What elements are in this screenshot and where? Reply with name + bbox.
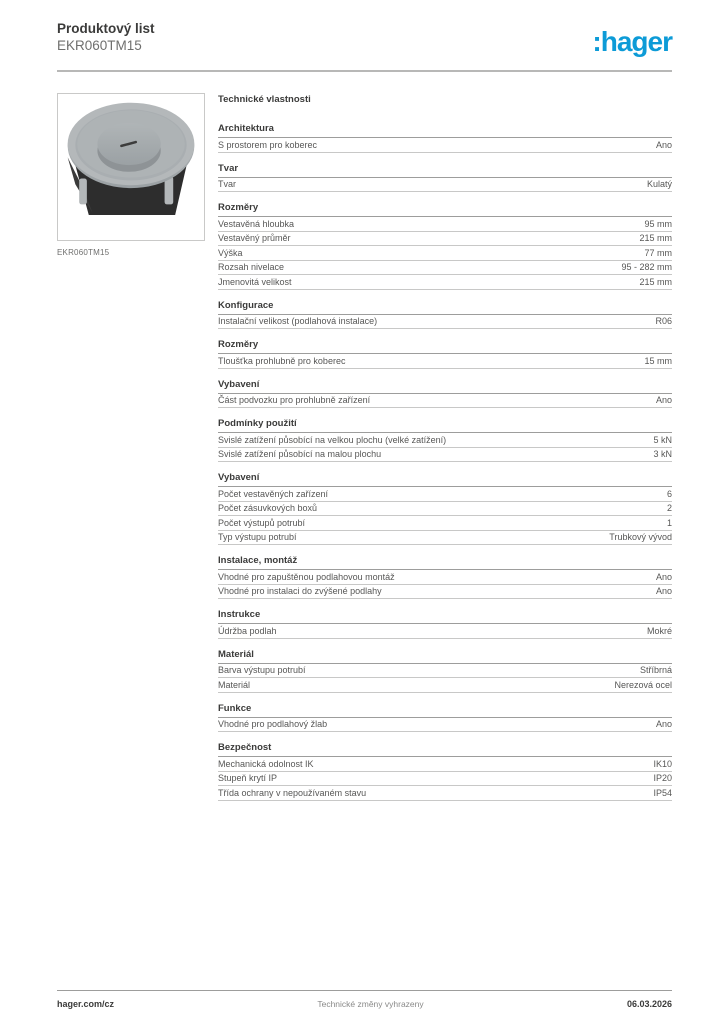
spec-row	[218, 354, 672, 369]
spec-row-label: Třída ochrany v nepoužívaném stavu	[218, 787, 367, 798]
spec-row	[218, 624, 672, 639]
footer-divider	[57, 990, 672, 991]
section-title: Rozměry	[218, 202, 672, 217]
product-caption: EKR060TM15	[57, 248, 110, 257]
footer-date: 06.03.2026	[626, 999, 672, 1009]
spec-section	[218, 472, 672, 545]
spec-row-label: Počet výstupů potrubí	[218, 517, 306, 528]
section-title: Instrukce	[218, 609, 672, 624]
spec-row	[218, 394, 672, 409]
spec-row-value: Trubkový vývod	[609, 532, 672, 543]
footer-website-link[interactable]: hager.com/cz	[57, 999, 115, 1009]
spec-row-label: Jmenovitá velikost	[218, 276, 292, 287]
footer	[57, 999, 672, 1009]
spec-row-value: 5 kN	[653, 434, 672, 445]
spec-row-label: Typ výstupu potrubí	[218, 532, 297, 543]
spec-row	[218, 448, 672, 463]
spec-row	[218, 217, 672, 232]
spec-row	[218, 757, 672, 772]
spec-row-label: Vhodné pro zapuštěnou podlahovou montáž	[218, 571, 395, 582]
spec-row	[218, 275, 672, 290]
spec-row	[218, 531, 672, 546]
specs-title: Technické vlastnosti	[218, 94, 311, 105]
spec-row	[218, 246, 672, 261]
spec-row-value: Stříbrná	[639, 665, 672, 676]
header-divider	[57, 70, 672, 72]
spec-row-value: IP54	[653, 787, 672, 798]
spec-row	[218, 570, 672, 585]
spec-row-value: 3 kN	[653, 449, 672, 460]
spec-row-label: Počet zásuvkových boxů	[218, 503, 318, 514]
section-title: Bezpečnost	[218, 742, 672, 757]
spec-row-label: Část podvozku pro prohlubně zařízení	[218, 395, 371, 406]
spec-row-label: Vestavěná hloubka	[218, 218, 295, 229]
spec-row-value: Ano	[655, 395, 672, 406]
spec-row	[218, 664, 672, 679]
section-title: Konfigurace	[218, 300, 672, 315]
spec-row	[218, 772, 672, 787]
spec-section	[218, 555, 672, 599]
spec-section	[218, 379, 672, 409]
spec-row-value: R06	[655, 316, 672, 327]
spec-row-value: 95 - 282 mm	[621, 262, 672, 273]
floor-box-product-image	[60, 96, 202, 238]
spec-row	[218, 487, 672, 502]
section-title: Materiál	[218, 649, 672, 664]
spec-row-label: Tvar	[218, 179, 236, 190]
spec-row-value: Mokré	[646, 625, 672, 636]
spec-row-value: IK10	[653, 758, 672, 769]
section-title: Instalace, montáž	[218, 555, 672, 570]
spec-section	[218, 202, 672, 290]
spec-row	[218, 261, 672, 276]
product-image-frame	[57, 93, 205, 241]
spec-row-value: IP20	[653, 773, 672, 784]
spec-row-label: Vestavěný průměr	[218, 233, 291, 244]
spec-row	[218, 138, 672, 153]
spec-section	[218, 742, 672, 801]
spec-row-value: 15 mm	[644, 355, 672, 366]
spec-row-value: Ano	[655, 571, 672, 582]
section-title: Vybavení	[218, 472, 672, 487]
spec-row	[218, 718, 672, 733]
spec-row-label: Tloušťka prohlubně pro koberec	[218, 355, 346, 366]
section-title: Rozměry	[218, 339, 672, 354]
spec-row-label: Výška	[218, 247, 243, 258]
spec-row-label: Svislé zatížení působící na velkou plochu (velké zatížení)	[218, 434, 447, 445]
spec-row-label: S prostorem pro koberec	[218, 139, 318, 150]
spec-row-label: Mechanická odolnost IK	[218, 758, 314, 769]
spec-row-value: 6	[666, 488, 672, 499]
spec-section	[218, 609, 672, 639]
section-title: Tvar	[218, 163, 672, 178]
spec-row-label: Vhodné pro podlahový žlab	[218, 719, 328, 730]
spec-row-label: Údržba podlah	[218, 625, 277, 636]
spec-row	[218, 502, 672, 517]
spec-row-value: 215 mm	[639, 276, 672, 287]
spec-row	[218, 516, 672, 531]
section-title: Vybavení	[218, 379, 672, 394]
spec-row	[218, 232, 672, 247]
spec-row-label: Barva výstupu potrubí	[218, 665, 306, 676]
spec-row	[218, 678, 672, 693]
spec-row-value: Kulatý	[646, 179, 672, 190]
hager-logo: :hager	[592, 26, 672, 57]
spec-row-value: Ano	[655, 139, 672, 150]
spec-row-label: Vhodné pro instalaci do zvýšené podlahy	[218, 586, 382, 597]
header	[57, 21, 672, 55]
section-title: Architektura	[218, 123, 672, 138]
spec-row	[218, 178, 672, 193]
spec-row-label: Stupeň krytí IP	[218, 773, 278, 784]
spec-row-value: Nerezová ocel	[614, 679, 672, 690]
spec-sections	[218, 123, 672, 801]
spec-row	[218, 786, 672, 801]
spec-section	[218, 123, 672, 153]
spec-row-value: 95 mm	[644, 218, 672, 229]
spec-section	[218, 703, 672, 733]
spec-row-label: Počet vestavěných zařízení	[218, 488, 329, 499]
product-reference: EKR060TM15	[57, 37, 142, 53]
page-title: Produktový list	[57, 21, 155, 36]
footer-disclaimer: Technické změny vyhrazeny	[317, 999, 424, 1009]
spec-row	[218, 315, 672, 330]
spec-row-label: Materiál	[218, 679, 251, 690]
spec-row-label: Rozsah nivelace	[218, 262, 285, 273]
section-title: Funkce	[218, 703, 672, 718]
spec-row	[218, 433, 672, 448]
spec-row-value: 215 mm	[639, 233, 672, 244]
spec-section	[218, 339, 672, 369]
spec-row-value: 1	[666, 517, 672, 528]
spec-section	[218, 300, 672, 330]
spec-row-value: 77 mm	[644, 247, 672, 258]
product-image-block	[57, 93, 205, 257]
section-title: Podmínky použití	[218, 418, 672, 433]
spec-row-label: Svislé zatížení působící na malou plochu	[218, 449, 382, 460]
technical-properties	[218, 94, 672, 811]
spec-row-value: Ano	[655, 586, 672, 597]
spec-row-value: 2	[666, 503, 672, 514]
spec-section	[218, 163, 672, 193]
spec-row-label: Instalační velikost (podlahová instalace)	[218, 316, 378, 327]
spec-section	[218, 649, 672, 693]
spec-section	[218, 418, 672, 462]
spec-row-value: Ano	[655, 719, 672, 730]
spec-row	[218, 585, 672, 600]
